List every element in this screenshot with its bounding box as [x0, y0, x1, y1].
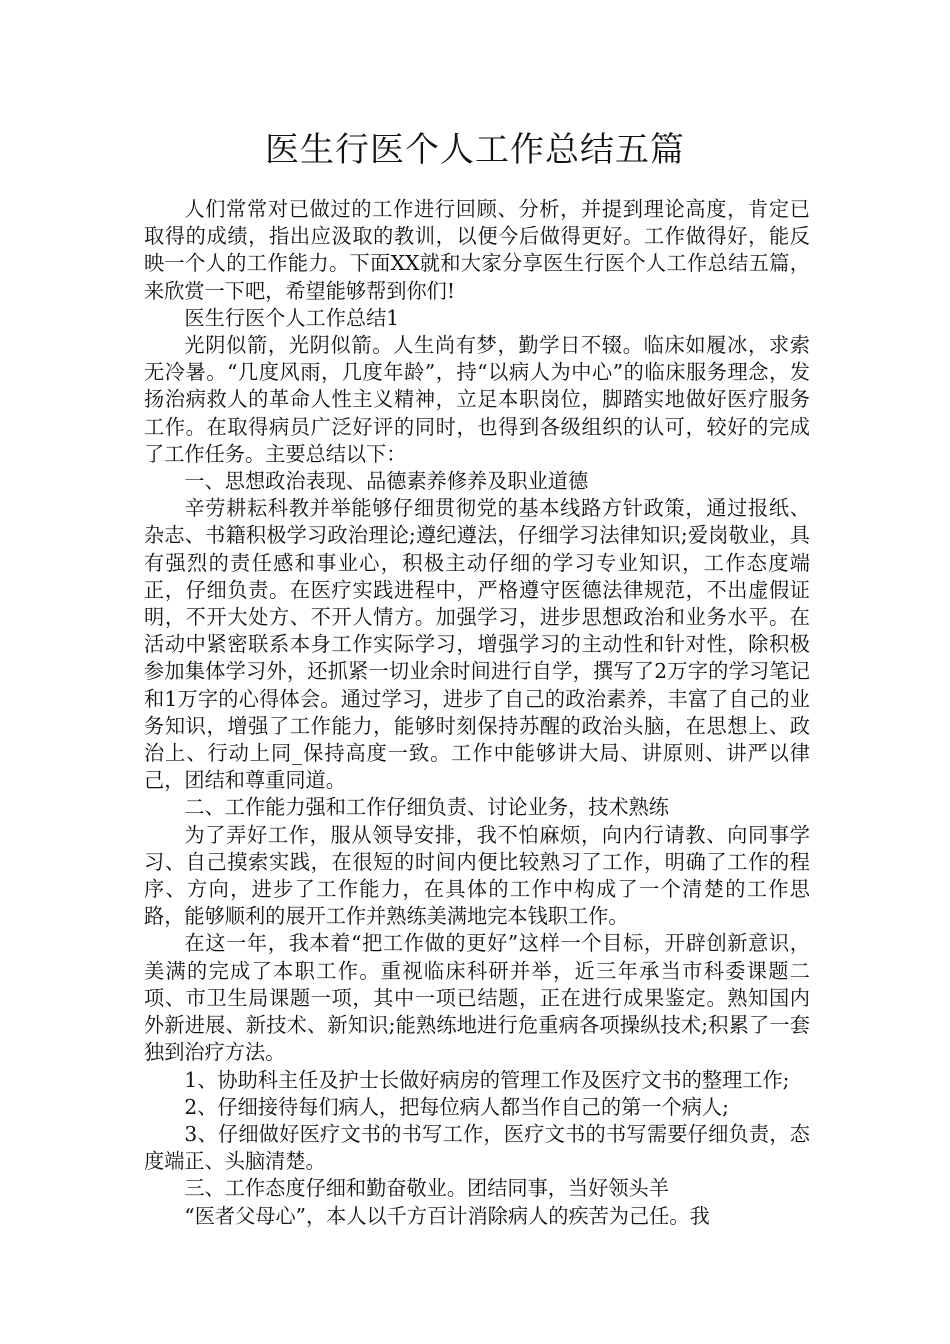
- body-paragraph: 辛劳耕耘科教并举能够仔细贯彻党的基本线路方针政策，通过报纸、杂志、书籍积极学习政治理论;遵纪遵法，仔细学习法律知识;爱岗敬业，具有强烈的责任感和事业心，积极主动仔细的学习专业知识，工作态度端正，仔细负责。在医疗实践进程中，严格遵守医德法律规范，不出虚假证明，不开大处方、不开人情方。加强学习，进步思想政治和业务水平。在活动中紧密联系本身工作实际学习，增强学习的主动性和针对性，除积极参加集体学习外，还抓紧一切业余时间进行自学，撰写了2万字的学习笔记和1万字的心得体会。通过学习，进步了自己的政治素养，丰富了自己的业务知识，增强了工作能力，能够时刻保持苏醒的政治头脑，在思想上、政治上、行动上同_保持高度一致。工作中能够讲大局、讲原则、讲严以律己，团结和尊重同道。: [144, 496, 810, 793]
- body-paragraph: “医者父母心”，本人以千方百计消除病人的疾苦为己任。我: [184, 1203, 710, 1228]
- section-heading: 一、思想政治表现、品德素养修养及职业道德: [184, 469, 589, 494]
- body-paragraph: 在这一年，我本着“把工作做的更好”这样一个目标，开辟创新意识，美满的完成了本职工作。重视临床科研并举，近三年承当市科委课题二项、市卫生局课题一项，其中一项已结题，正在进行成果鉴定。熟知国内外新进展、新技术、新知识;能熟练地进行危重病各项操纵技术;积累了一套独到治疗方法。: [144, 931, 810, 1065]
- section-heading: 二、工作能力强和工作仔细负责、讨论业务，技术熟练: [184, 795, 669, 820]
- list-item: 2、仔细接待每们病人，把每位病人都当作自己的第一个病人;: [184, 1094, 729, 1119]
- document-body: [144, 196, 810, 1230]
- list-item: 1、协助科主任及护士长做好病房的管理工作及医疗文书的整理工作;: [184, 1067, 790, 1092]
- body-paragraph: 光阴似箭，光阴似箭。人生尚有梦，勤学日不辍。临床如履冰，求索无冷暑。“几度风雨，几度年龄”，持“以病人为中心”的临床服务理念，发扬治病救人的革命人性主义精神，立足本职岗位，脚踏实地做好医疗服务工作。在取得病员广泛好评的同时，也得到各级组织的认可，较好的完成了工作任务。主要总结以下：: [144, 333, 810, 466]
- body-paragraph: 为了弄好工作，服从领导安排，我不怕麻烦，向内行请教、向同事学习、自己摸索实践，在很短的时间内便比较熟习了工作，明确了工作的程序、方向，进步了工作能力，在具体的工作中构成了一个清楚的工作思路，能够顺利的展开工作并熟练美满地完本钱职工作。: [144, 822, 810, 929]
- document-title: 医生行医个人工作总结五篇: [265, 130, 685, 170]
- intro-paragraph: 人们常常对已做过的工作进行回顾、分析，并提到理论高度，肯定已取得的成绩，指出应汲取的教训，以便今后做得更好。工作做得好，能反映一个人的工作能力。下面XX就和大家分享医生行医个人工作总结五篇，来欣赏一下吧，希望能够帮到你们!: [144, 197, 810, 303]
- list-item: 3、仔细做好医疗文书的书写工作，医疗文书的书写需要仔细负责，态度端正、头脑清楚。: [144, 1121, 810, 1174]
- section-heading: 三、工作态度仔细和勤奋敬业。团结同事，当好领头羊: [184, 1176, 669, 1201]
- section-heading: 医生行医个人工作总结1: [184, 305, 400, 330]
